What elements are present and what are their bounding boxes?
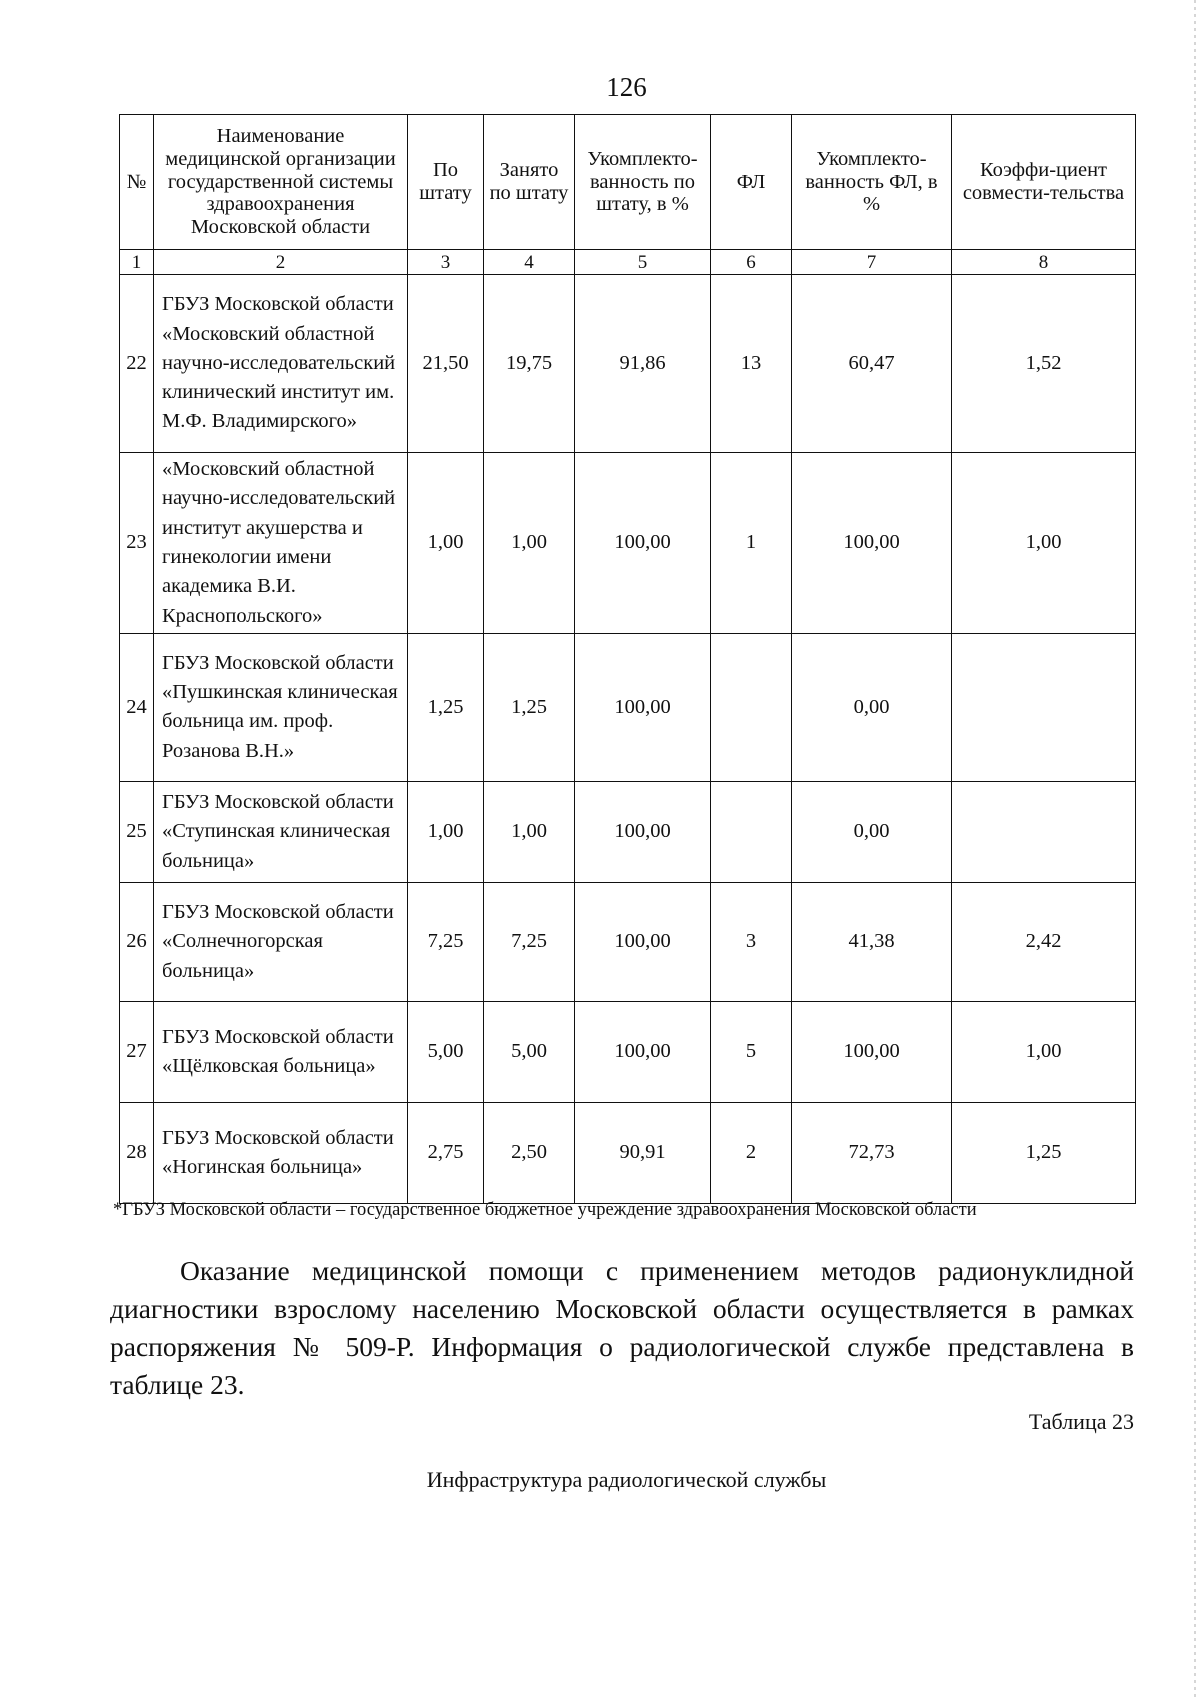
fl: 1 — [711, 453, 792, 634]
footnote: *ГБУЗ Московской области – государственное бюджетное учреждение здравоохранения Московской области — [113, 1200, 977, 1220]
fl: 2 — [711, 1102, 792, 1203]
ukomplektovannost-fl: 100,00 — [792, 453, 952, 634]
organization-name: «Московский областной научно-исследовательский институт акушерства и гинекологии имени академика В.И. Краснопольского» — [154, 453, 408, 634]
table-header-row — [120, 115, 1136, 250]
header-cell: Наименование медицинской организации государственной системы здравоохранения Московской области — [154, 115, 408, 250]
zanyato: 19,75 — [484, 275, 575, 453]
ukomplektovannost: 100,00 — [575, 882, 711, 1001]
po-shtatu: 1,00 — [408, 453, 484, 634]
row-number: 28 — [120, 1102, 154, 1203]
row-number: 24 — [120, 633, 154, 781]
table-row — [120, 453, 1136, 634]
column-number: 4 — [484, 250, 575, 275]
fl — [711, 633, 792, 781]
ukomplektovannost: 100,00 — [575, 633, 711, 781]
koefficient — [952, 633, 1136, 781]
po-shtatu: 1,00 — [408, 781, 484, 882]
fl: 5 — [711, 1001, 792, 1102]
table-title: Инфраструктура радиологической службы — [426, 1467, 827, 1492]
po-shtatu: 7,25 — [408, 882, 484, 1001]
staffing-table — [119, 114, 1136, 1204]
column-number: 5 — [575, 250, 711, 275]
table-caption: Таблица 23 — [1028, 1409, 1134, 1434]
po-shtatu: 21,50 — [408, 275, 484, 453]
ukomplektovannost-fl: 0,00 — [792, 633, 952, 781]
organization-name: ГБУЗ Московской области «Щёлковская больница» — [154, 1001, 408, 1102]
ukomplektovannost: 100,00 — [575, 453, 711, 634]
koefficient: 1,00 — [952, 1001, 1136, 1102]
header-cell: По штату — [408, 115, 484, 250]
koefficient: 1,25 — [952, 1102, 1136, 1203]
fl: 3 — [711, 882, 792, 1001]
ukomplektovannost: 100,00 — [575, 781, 711, 882]
ukomplektovannost: 100,00 — [575, 1001, 711, 1102]
ukomplektovannost-fl: 41,38 — [792, 882, 952, 1001]
koefficient — [952, 781, 1136, 882]
header-cell: ФЛ — [711, 115, 792, 250]
koefficient: 1,52 — [952, 275, 1136, 453]
header-cell: Занято по штату — [484, 115, 575, 250]
ukomplektovannost: 90,91 — [575, 1102, 711, 1203]
koefficient: 2,42 — [952, 882, 1136, 1001]
table-row — [120, 1102, 1136, 1203]
zanyato: 1,00 — [484, 781, 575, 882]
organization-name: ГБУЗ Московской области «Солнечногорская больница» — [154, 882, 408, 1001]
ukomplektovannost: 91,86 — [575, 275, 711, 453]
po-shtatu: 5,00 — [408, 1001, 484, 1102]
koefficient: 1,00 — [952, 453, 1136, 634]
row-number: 25 — [120, 781, 154, 882]
header-cell: Укомплекто-ванность ФЛ, в % — [792, 115, 952, 250]
zanyato: 2,50 — [484, 1102, 575, 1203]
organization-name: ГБУЗ Московской области «Ногинская больница» — [154, 1102, 408, 1203]
table-row — [120, 882, 1136, 1001]
fl: 13 — [711, 275, 792, 453]
row-number: 26 — [120, 882, 154, 1001]
column-number: 2 — [154, 250, 408, 275]
column-number: 3 — [408, 250, 484, 275]
ukomplektovannost-fl: 0,00 — [792, 781, 952, 882]
table-row — [120, 275, 1136, 453]
body-paragraph: Оказание медицинской помощи с применением методов радионуклидной диагностики взрослому населению Московской области осуществляется в рамках распоряжения № 509-Р. Информация о радиологической службе представлена в таблице 23. — [110, 1255, 1134, 1400]
organization-name: ГБУЗ Московской области «Московский областной научно-исследовательский клинический институт им. М.Ф. Владимирского» — [154, 275, 408, 453]
header-cell: Коэффи-циент совмести-тельства — [952, 115, 1136, 250]
column-number: 6 — [711, 250, 792, 275]
ukomplektovannost-fl: 72,73 — [792, 1102, 952, 1203]
organization-name: ГБУЗ Московской области «Пушкинская клиническая больница им. проф. Розанова В.Н.» — [154, 633, 408, 781]
table-row — [120, 781, 1136, 882]
table-row — [120, 1001, 1136, 1102]
row-number: 22 — [120, 275, 154, 453]
organization-name: ГБУЗ Московской области «Ступинская клиническая больница» — [154, 781, 408, 882]
zanyato: 1,25 — [484, 633, 575, 781]
row-number: 23 — [120, 453, 154, 634]
po-shtatu: 2,75 — [408, 1102, 484, 1203]
column-number: 7 — [792, 250, 952, 275]
fl — [711, 781, 792, 882]
row-number: 27 — [120, 1001, 154, 1102]
po-shtatu: 1,25 — [408, 633, 484, 781]
table-row — [120, 633, 1136, 781]
ukomplektovannost-fl: 100,00 — [792, 1001, 952, 1102]
zanyato: 5,00 — [484, 1001, 575, 1102]
header-cell: № — [120, 115, 154, 250]
zanyato: 1,00 — [484, 453, 575, 634]
ukomplektovannost-fl: 60,47 — [792, 275, 952, 453]
column-number-row — [120, 250, 1136, 275]
page-number: 126 — [606, 72, 647, 102]
column-number: 1 — [120, 250, 154, 275]
column-number: 8 — [952, 250, 1136, 275]
scan-edge-decoration — [1194, 0, 1196, 1697]
header-cell: Укомплекто-ванность по штату, в % — [575, 115, 711, 250]
zanyato: 7,25 — [484, 882, 575, 1001]
